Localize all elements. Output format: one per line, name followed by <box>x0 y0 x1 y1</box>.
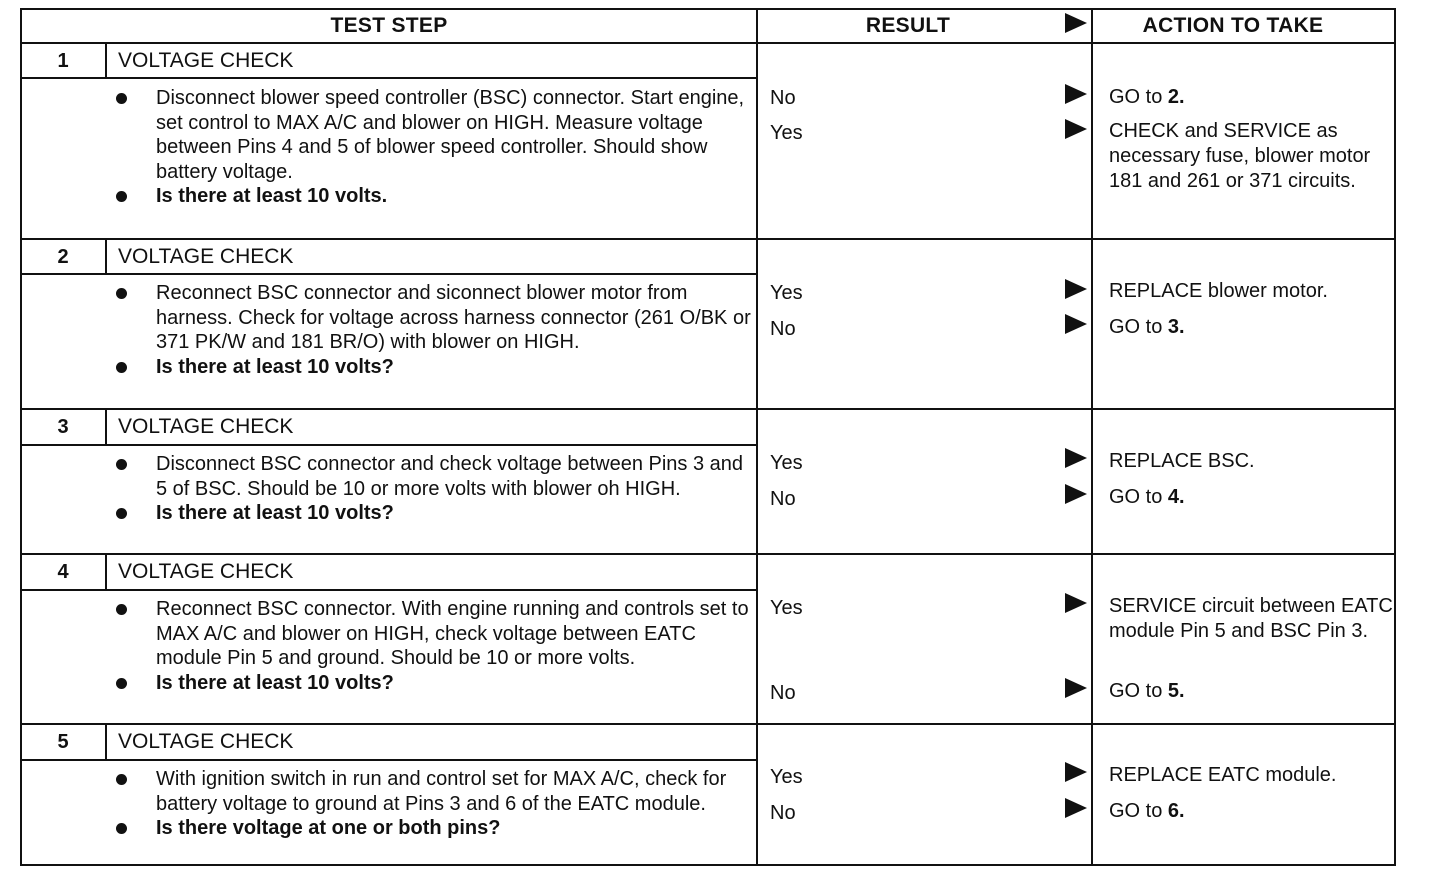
result-label: Yes <box>770 452 803 474</box>
step-rule <box>22 238 1394 240</box>
question-text: Is there voltage at one or both pins? <box>156 817 501 839</box>
step-title-rule <box>22 444 756 446</box>
instruction-item <box>112 767 752 816</box>
question-text: Is there at least 10 volts? <box>156 355 394 378</box>
result-label: Yes <box>770 597 803 619</box>
instruction-text: Reconnect BSC connector and siconnect blower motor from harness. Check for voltage across harness connector (261 O/BK or 371 PK/W and 181 BR/O) with blower on HIGH. <box>156 282 751 353</box>
step-instructions <box>112 767 752 841</box>
question-item <box>112 816 752 841</box>
header-action-to-take: ACTION TO TAKE <box>1142 14 1324 37</box>
step-number-divider <box>105 554 107 589</box>
bullet-icon <box>116 362 127 373</box>
step-number: 1 <box>57 50 69 72</box>
instruction-item <box>112 86 752 184</box>
header-test-step: TEST STEP <box>330 14 448 37</box>
instruction-item <box>112 452 752 501</box>
header-rule <box>22 42 1394 44</box>
arrow-icon <box>1065 593 1087 613</box>
arrow-icon <box>1065 314 1087 334</box>
step-title-rule <box>22 759 756 761</box>
action-text: REPLACE BSC. <box>1109 450 1255 472</box>
bullet-icon <box>116 774 127 785</box>
step-title: VOLTAGE CHECK <box>118 560 294 583</box>
action-text: GO to 6. <box>1109 800 1185 822</box>
instruction-item <box>112 597 752 671</box>
action-text: SERVICE circuit between EATC module Pin 5 and BSC Pin 3. <box>1109 595 1393 642</box>
arrow-icon <box>1065 13 1087 33</box>
bullet-icon <box>116 678 127 689</box>
step-rule <box>22 408 1394 410</box>
step-number-divider <box>105 239 107 273</box>
step-number-divider <box>105 409 107 444</box>
question-text: Is there at least 10 volts? <box>156 671 394 694</box>
column-divider-action <box>1091 10 1093 864</box>
action-text: GO to 5. <box>1109 680 1185 702</box>
bullet-icon <box>116 93 127 104</box>
action-text: GO to 4. <box>1109 486 1185 508</box>
step-title-rule <box>22 77 756 79</box>
arrow-icon <box>1065 448 1087 468</box>
step-title: VOLTAGE CHECK <box>118 49 294 72</box>
arrow-icon <box>1065 678 1087 698</box>
instruction-item <box>112 281 752 355</box>
action-text: REPLACE blower motor. <box>1109 280 1328 302</box>
arrow-icon <box>1065 279 1087 299</box>
result-label: No <box>770 488 796 510</box>
instruction-text: Reconnect BSC connector. With engine running and controls set to MAX A/C and blower on HIGH, check voltage between EATC module Pin 5 and ground. Should be 10 or more volts. <box>156 598 749 669</box>
arrow-icon <box>1065 119 1087 139</box>
step-number: 4 <box>57 561 69 583</box>
arrow-icon <box>1065 762 1087 782</box>
bullet-icon <box>116 288 127 299</box>
result-label: Yes <box>770 766 803 788</box>
action-text: GO to 3. <box>1109 316 1185 338</box>
arrow-icon <box>1065 484 1087 504</box>
header-result: RESULT <box>865 14 951 37</box>
step-title: VOLTAGE CHECK <box>118 245 294 268</box>
result-label: No <box>770 87 796 109</box>
result-label: No <box>770 682 796 704</box>
step-rule <box>22 553 1394 555</box>
step-number: 2 <box>57 246 69 268</box>
question-item <box>112 355 752 380</box>
step-title: VOLTAGE CHECK <box>118 730 294 753</box>
result-label: Yes <box>770 282 803 304</box>
step-title: VOLTAGE CHECK <box>118 415 294 438</box>
step-number: 5 <box>57 731 69 753</box>
column-divider-result <box>756 10 758 864</box>
step-title-rule <box>22 273 756 275</box>
question-item <box>112 671 752 696</box>
step-rule <box>22 723 1394 725</box>
step-instructions <box>112 281 752 379</box>
step-number-divider <box>105 724 107 759</box>
test-step-table <box>20 8 1396 866</box>
question-text: Is there at least 10 volts? <box>156 502 394 524</box>
bullet-icon <box>116 823 127 834</box>
step-number: 3 <box>57 416 69 438</box>
bullet-icon <box>116 508 127 519</box>
bullet-icon <box>116 604 127 615</box>
step-title-rule <box>22 589 756 591</box>
step-instructions <box>112 86 752 209</box>
result-label: Yes <box>770 122 803 144</box>
question-item <box>112 501 752 526</box>
bullet-icon <box>116 459 127 470</box>
arrow-icon <box>1065 84 1087 104</box>
step-instructions <box>112 597 752 695</box>
instruction-text: Disconnect blower speed controller (BSC) connector. Start engine, set control to MAX A/C and blower on HIGH. Measure voltage between Pins 4 and 5 of blower speed controller. Should show battery voltage. <box>156 87 745 183</box>
result-label: No <box>770 802 796 824</box>
action-text: GO to 2. <box>1109 86 1185 108</box>
question-text: Is there at least 10 volts. <box>156 185 388 207</box>
instruction-text: Disconnect BSC connector and check voltage between Pins 3 and 5 of BSC. Should be 10 or more volts with blower oh HIGH. <box>156 453 744 500</box>
arrow-icon <box>1065 798 1087 818</box>
result-label: No <box>770 318 796 340</box>
step-instructions <box>112 452 752 526</box>
action-text: CHECK and SERVICE as necessary fuse, blower motor 181 and 261 or 371 circuits. <box>1109 120 1371 192</box>
action-text: REPLACE EATC module. <box>1109 764 1337 786</box>
bullet-icon <box>116 191 127 202</box>
step-number-divider <box>105 43 107 77</box>
question-item <box>112 184 752 209</box>
instruction-text: With ignition switch in run and control set for MAX A/C, check for battery voltage to ground at Pins 3 and 6 of the EATC module. <box>156 768 727 815</box>
